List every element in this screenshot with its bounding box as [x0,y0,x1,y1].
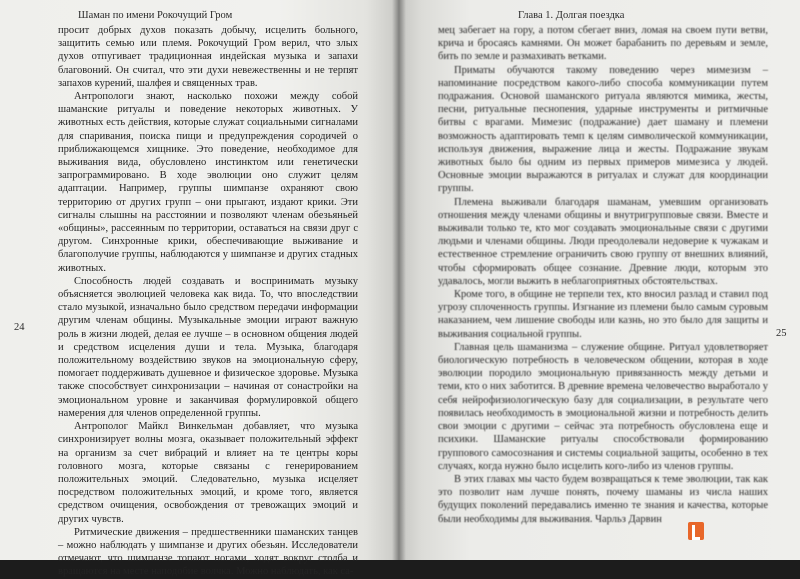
paragraph: Антрополог Майкл Винкельман добавляет, что музыка синхронизирует волны мозга, оказывает положительный эффект на организм за счет вибраций и влияет на те центры коры головного мозга, которые связаны с генерированием положительных эмоций. Следовательно, музыка исцеляет посредством положительных эмоций, и кроме того, является средством очищения, освобождения от тревожащих эмоций и других чувств. [58,421,358,525]
paragraph: Ритмические движения – предшественники шаманских танцев – можно наблюдать у шимпанзе и других обезьян. Исследователи отмечают, что шимпанзе топают ногами, ходят вокруг столба и вращаются на месте наподобие волчка. Можно наблюдать, как са- [58,526,358,578]
page-number-left: 24 [14,322,25,333]
labirint-watermark-logo [688,520,736,550]
paragraph: просит добрых духов показать добычу, исцелить больного, защитить семью или племя. Рокочущий Гром верил, что злых духов отпугивает традиционная индейская музыка и запахи благовоний. Он считал, что эти духи невежественны и не терпят запахов курений, шалфея и священных трав. [58,25,358,89]
right-page-body [438,24,768,526]
paragraph: мец забегает на гору, а потом сбегает вниз, ломая на своем пути ветви, крича и бросаясь камнями. Он может барабанить по деревьям и земле, бить по земле и размахивать ветками. [438,25,768,63]
paragraph: Племена выживали благодаря шаманам, умевшим организовать отношения между членами общины и внутригрупповые связи. Вместе и выживали только те, кто мог создавать эмоциональные связи с другими людьми и членами общины. Люди преодолевали недоверие к чужакам и естественное стремление ограничить свою группу от внешних влияний, чтобы сформировать общее сознание. Древние люди, которым это удавалось, могли выжить в неблагоприятных обстоятельствах. [438,196,768,287]
page-number-right: 25 [776,328,787,339]
running-header-left: Шаман по имени Рокочущий Гром [78,10,233,21]
book-gutter-shadow [392,0,406,560]
running-header-right: Глава 1. Долгая поездка [518,10,625,21]
paragraph: В этих главах мы часто будем возвращаться к теме эволюции, так как это позволит нам лучше понять, почему шаманы из числа наших будущих поколений передавались именно те знания и качества, которые были необходимы для выживания. Чарльз Дарвин [438,473,768,525]
right-page [398,0,800,560]
labirint-l-icon [688,522,704,540]
paragraph: Способность людей создавать и воспринимать музыку объясняется эволюцией человека как вида. То, что впоследствии стало музыкой, изначально было средством передачи информации другим членам общины. Музыкальные эмоции играют важную роль в жизни людей, делая ее лучше – в основном общения людей и средством исцеления души и тела. Музыка, благодаря положительному воздействию звуков на эмоциональную сферу, помогает поддерживать душевное и физическое здоровье. Музыка также способствует синхронизации – начиная от сонастройки на эмоциональном уровне и заканчивая формулировкой общего намерения для членов определенной группы. [58,275,358,419]
paragraph: Антропологи знают, насколько похожи между собой шаманские ритуалы и поведение некоторых животных. У животных есть действия, которые служат социальными сигналами для спаривания, поиска пищи и предупреждения сородичей о приближающемся хищнике. Это поведение, необходимое для выживания вида, обусловлено инстинктом или генетически запрограммировано. В ходе эволюции оно служит целям адаптации. Например, группы шимпанзе охраняют свою территорию от других групп – они прыгают, издают крики. Эти сигналы слышны на расстоянии и позволяют членам обезьяньей «общины», рассеянным по территории, оставаться на связи друг с другом. Синхронные крики, обеспечивающие выживание и благополучие группы, наблюдаются у шимпанзе и других стадных животных. [58,91,358,274]
paragraph: Главная цель шаманизма – служение общине. Ритуал удовлетворяет биологическую потребность в человеческом общении, которая в ходе эволюции породило эмоциональную привязанность между детьми и теми, кто о них заботится. В древние времена человечество выработало у себя нейрофизиологическую базу для социализации, в результате чего появилась необходимость в эмоциональной жизни и потребность делить свои эмоции с другими – сейчас эта потребность обусловлена еще и психики. Шаманские ритуалы способствовали формированию группового самосознания и системы социальной защиты, особенно в тех случаях, когда нужно было исцелить кого-либо из членов группы. [438,341,768,472]
paragraph: Приматы обучаются такому поведению через мимезизм – напоминание посредством какого-либо способа коммуникации путем подражания. Основой шаманского ритуала являются мимика, жесты, песни, ритуальные песнопения, ударные инструменты и ритмичные битвы с врагами. Мимезис (подражание) дает шаману и племени возможность адаптировать темп к целям символической коммуникации, используя движения, выражение лица и жесты. Подражание звукам животных было бы одним из первых примеров мимезиса у людей. Основные эмоции выражаются в ритуалах и служат для координации группы. [438,64,768,195]
left-page-body [58,24,358,579]
paragraph: Кроме того, в общине не терпели тех, кто вносил разлад и ставил под угрозу сплоченность группы. Изгнание из племени было самым суровым наказанием, чем лишение свободы или казнь, но это было для защиты и выживания социальной группы. [438,289,768,340]
left-page [0,0,398,578]
